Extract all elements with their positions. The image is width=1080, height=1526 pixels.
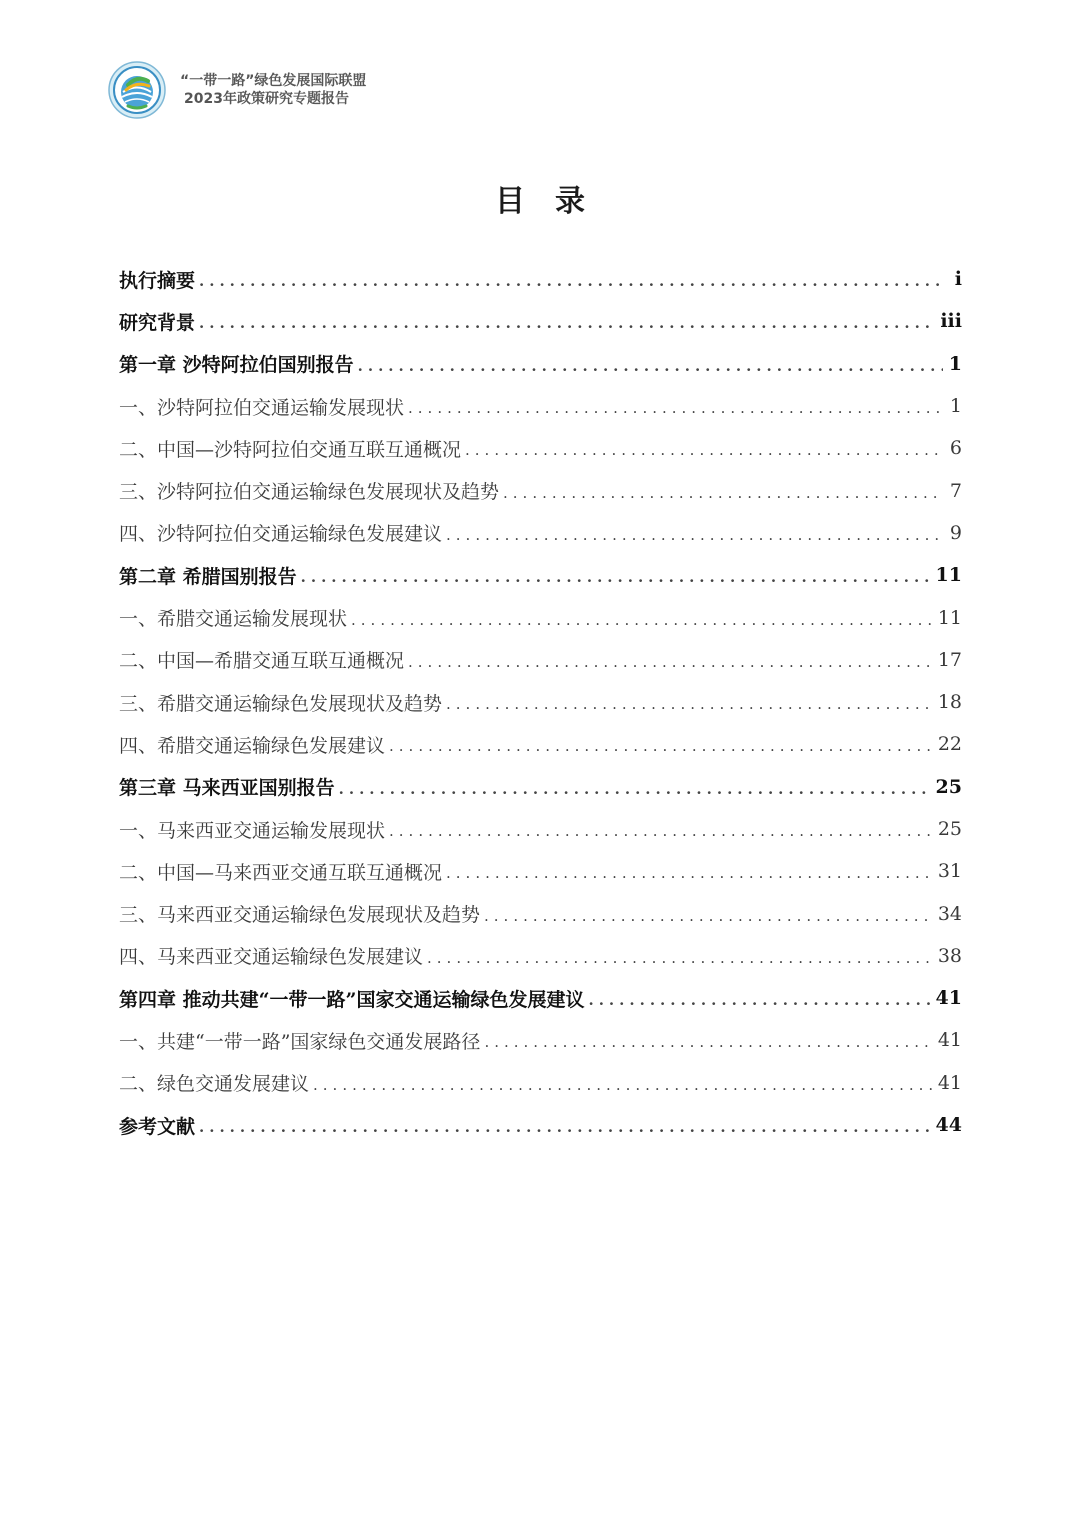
- dot-leader: [465, 441, 944, 459]
- toc-section-entry[interactable]: [119, 892, 962, 934]
- toc-page-number: 1: [948, 352, 962, 375]
- toc-section-entry[interactable]: [119, 935, 962, 977]
- toc-page-number: 6: [949, 437, 962, 460]
- toc-section-entry[interactable]: [119, 385, 962, 427]
- toc-page-number: 41: [937, 1029, 962, 1052]
- toc-entry-title: 四、马来西亚交通运输绿色发展建议: [119, 946, 424, 969]
- toc-page-number: iii: [940, 310, 962, 333]
- toc-entry-title: 执行摘要: [119, 269, 196, 292]
- toc-page-number: 31: [937, 860, 962, 883]
- toc-entry-title: 第四章 推动共建“一带一路”国家交通运输绿色发展建议: [119, 988, 585, 1011]
- toc-entry-title: 第一章 沙特阿拉伯国别报告: [119, 354, 354, 377]
- toc-entry-title: 一、沙特阿拉伯交通运输发展现状: [119, 396, 405, 419]
- toc-section-entry[interactable]: [119, 723, 962, 765]
- dot-leader: [199, 314, 934, 332]
- toc-entry-title: 参考文献: [119, 1115, 196, 1138]
- toc-entry-title: 一、共建“一带一路”国家绿色交通发展路径: [119, 1030, 481, 1053]
- dot-leader: [358, 357, 943, 375]
- dot-leader: [484, 1033, 931, 1051]
- toc-page-number: 9: [949, 521, 962, 544]
- toc-section-entry[interactable]: [119, 681, 962, 723]
- toc-entry-title: 三、马来西亚交通运输绿色发展现状及趋势: [119, 904, 481, 927]
- toc-page-number: 1: [949, 395, 962, 418]
- dot-leader: [427, 949, 932, 967]
- dot-leader: [408, 653, 932, 671]
- toc-page-number: 11: [937, 606, 962, 629]
- alliance-name: “一带一路”绿色发展国际联盟: [180, 73, 367, 89]
- toc-chapter-entry[interactable]: [119, 1104, 962, 1146]
- toc-section-entry[interactable]: [119, 1062, 962, 1104]
- toc-chapter-entry[interactable]: [119, 343, 962, 385]
- dot-leader: [503, 484, 944, 502]
- toc-entry-title: 一、希腊交通运输发展现状: [119, 608, 348, 631]
- dot-leader: [588, 991, 929, 1009]
- toc-entry-title: 第三章 马来西亚国别报告: [119, 777, 335, 800]
- toc-page-number: 22: [937, 733, 962, 756]
- toc-section-entry[interactable]: [119, 639, 962, 681]
- toc-chapter-entry[interactable]: [119, 977, 962, 1019]
- dot-leader: [484, 907, 932, 925]
- toc-entry-title: 三、沙特阿拉伯交通运输绿色发展现状及趋势: [119, 481, 500, 504]
- dot-leader: [446, 526, 944, 544]
- toc-page-number: i: [954, 268, 962, 291]
- toc-section-entry[interactable]: [119, 850, 962, 892]
- toc-section-entry[interactable]: [119, 1019, 962, 1061]
- dot-leader: [408, 399, 944, 417]
- dot-leader: [446, 864, 932, 882]
- toc-page-number: 41: [937, 1071, 962, 1094]
- toc-page-number: 7: [949, 479, 962, 502]
- toc-page-number: 41: [935, 987, 962, 1010]
- toc-page-number: 18: [937, 691, 962, 714]
- dot-leader: [389, 737, 932, 755]
- dot-leader: [199, 1118, 930, 1136]
- toc-entry-title: 三、希腊交通运输绿色发展现状及趋势: [119, 692, 443, 715]
- toc-section-entry[interactable]: [119, 596, 962, 638]
- dot-leader: [446, 695, 932, 713]
- toc-page-number: 38: [937, 944, 962, 967]
- toc-section-entry[interactable]: [119, 427, 962, 469]
- toc-entry-title: 一、马来西亚交通运输发展现状: [119, 819, 386, 842]
- toc-entry-title: 四、希腊交通运输绿色发展建议: [119, 734, 386, 757]
- toc-section-entry[interactable]: [119, 808, 962, 850]
- table-of-contents: [119, 258, 962, 1146]
- toc-entry-title: 研究背景: [119, 311, 196, 334]
- toc-chapter-entry[interactable]: [119, 300, 962, 342]
- dot-leader: [339, 780, 930, 798]
- page-title: 目录: [495, 184, 615, 219]
- toc-section-entry[interactable]: [119, 469, 962, 511]
- toc-chapter-entry[interactable]: [119, 258, 962, 300]
- toc-entry-title: 第二章 希腊国别报告: [119, 565, 297, 588]
- dot-leader: [351, 611, 932, 629]
- toc-page-number: 44: [935, 1114, 962, 1137]
- toc-entry-title: 二、绿色交通发展建议: [119, 1073, 310, 1096]
- toc-entry-title: 四、沙特阿拉伯交通运输绿色发展建议: [119, 523, 443, 546]
- dot-leader: [199, 272, 944, 290]
- toc-entry-title: 二、中国—希腊交通互联互通概况: [119, 650, 405, 673]
- dot-leader: [389, 822, 932, 840]
- toc-page-number: 34: [937, 902, 962, 925]
- report-subtitle: 2023年政策研究专题报告: [184, 91, 349, 107]
- toc-entry-title: 二、中国—沙特阿拉伯交通互联互通概况: [119, 438, 462, 461]
- dot-leader: [313, 1076, 932, 1094]
- dot-leader: [301, 568, 930, 586]
- toc-page-number: 25: [935, 775, 962, 798]
- toc-section-entry[interactable]: [119, 512, 962, 554]
- toc-page-number: 25: [937, 818, 962, 840]
- alliance-logo-icon: [108, 61, 166, 119]
- report-header: [108, 60, 366, 120]
- toc-chapter-entry[interactable]: [119, 554, 962, 596]
- toc-entry-title: 二、中国—马来西亚交通互联互通概况: [119, 861, 443, 884]
- toc-page-number: 17: [937, 648, 962, 671]
- toc-chapter-entry[interactable]: [119, 766, 962, 808]
- toc-page-number: 11: [935, 564, 962, 587]
